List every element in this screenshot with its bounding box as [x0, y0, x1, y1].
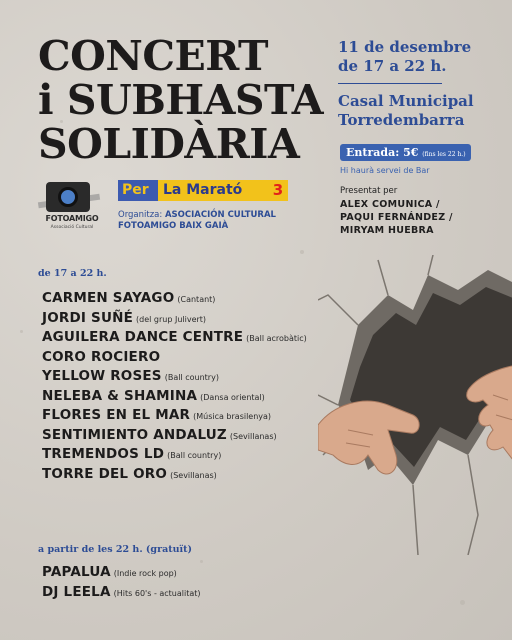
- act-genre: (Hits 60's - actualitat): [113, 588, 201, 598]
- marato-name: La Marató: [158, 180, 268, 201]
- divider: [338, 83, 442, 84]
- presenter-name: ALEX COMUNICA /: [340, 199, 440, 210]
- list-item: [42, 463, 342, 483]
- presenter-name: MIRYAM HUEBRA: [340, 225, 434, 236]
- presenters-list: [340, 198, 500, 237]
- date-line: 11 de desembre: [338, 38, 472, 56]
- list-item: [42, 365, 342, 385]
- list-item: [42, 581, 342, 601]
- cracked-wall-illustration: [318, 255, 512, 555]
- act-name: YELLOW ROSES: [42, 368, 162, 384]
- presenter-name: PAQUI FERNÁNDEZ /: [340, 212, 453, 223]
- act-name: JORDI SUÑÉ: [42, 309, 134, 326]
- marato-logo: [118, 178, 288, 204]
- event-date: [338, 38, 498, 76]
- act-name: SENTIMIENTO ANDALUZ: [42, 426, 227, 443]
- title-line: i SUBHASTA: [38, 76, 324, 124]
- bar-note: Hi haurà servei de Bar: [340, 166, 430, 175]
- entrada-note: (fins les 22 h.): [422, 151, 466, 158]
- list-item: [42, 307, 342, 327]
- event-venue: [338, 92, 503, 130]
- texture-speck: [300, 250, 304, 254]
- organizer-name: ASOCIACIÓN CULTURAL: [164, 210, 276, 220]
- texture-speck: [460, 600, 465, 605]
- list-item: [42, 326, 342, 346]
- act-genre: (Sevillanas): [170, 470, 217, 480]
- act-name: PAPALUA: [42, 564, 111, 580]
- act-name: FLORES EN EL MAR: [42, 407, 191, 423]
- fotoamigo-logo: [38, 180, 102, 238]
- list-item: [42, 424, 342, 444]
- entrada-price: Entrada: 5€: [346, 146, 419, 159]
- marato-per: Per: [118, 180, 158, 201]
- list-item: [42, 385, 342, 405]
- list-item: [42, 346, 342, 366]
- act-genre: (Ball country): [164, 373, 219, 382]
- act-name: TORRE DEL ORO: [42, 465, 168, 482]
- act-genre: (Indie rock pop): [113, 569, 177, 578]
- act-genre: (Sevillanas): [229, 431, 277, 441]
- entrada-badge: [340, 144, 471, 161]
- act-name: TREMENDOS LD: [42, 446, 165, 462]
- logo-subtitle: Associació Cultural: [50, 225, 94, 230]
- act-genre: (del grup Julivert): [136, 314, 207, 324]
- lineup-list: [42, 561, 342, 600]
- tv3-number: 3: [272, 181, 284, 199]
- act-name: CARMEN SAYAGO: [42, 290, 175, 306]
- act-genre: (Ball acrobàtic): [246, 334, 307, 343]
- act-genre: (Ball country): [167, 451, 222, 460]
- lineup-list: [42, 287, 342, 482]
- act-name: DJ LEELA: [42, 583, 111, 600]
- list-item: [42, 561, 342, 581]
- tv3-logo-icon: [268, 180, 288, 201]
- act-name: NELEBA & SHAMINA: [42, 387, 198, 404]
- list-item: [42, 287, 342, 307]
- camera-lens-icon: [58, 187, 78, 207]
- list-item: [42, 443, 342, 463]
- venue-line: Torredembarra: [338, 111, 465, 129]
- act-name: AGUILERA DANCE CENTRE: [42, 329, 244, 345]
- section-heading: a partir de les 22 h. (gratuït): [38, 544, 193, 555]
- list-item: [42, 404, 342, 424]
- time-line: de 17 a 22 h.: [338, 57, 447, 75]
- act-genre: (Música brasilenya): [193, 412, 272, 421]
- texture-speck: [20, 330, 23, 333]
- act-genre: (Dansa oriental): [200, 392, 265, 402]
- organizer: [118, 210, 318, 232]
- poster-title: [38, 34, 328, 166]
- organizer-name: FOTOAMIGO BAIX GAIÀ: [118, 221, 229, 231]
- act-genre: (Cantant): [177, 295, 216, 304]
- title-line: CONCERT: [38, 32, 269, 80]
- venue-line: Casal Municipal: [338, 92, 474, 110]
- organizer-label: Organitza:: [118, 210, 163, 220]
- title-line: SOLIDÀRIA: [38, 120, 300, 168]
- presentat-label: Presentat per: [340, 186, 398, 196]
- act-name: CORO ROCIERO: [42, 348, 161, 365]
- logo-name: FOTOAMIGO: [45, 214, 99, 223]
- section-heading: de 17 a 22 h.: [38, 268, 107, 279]
